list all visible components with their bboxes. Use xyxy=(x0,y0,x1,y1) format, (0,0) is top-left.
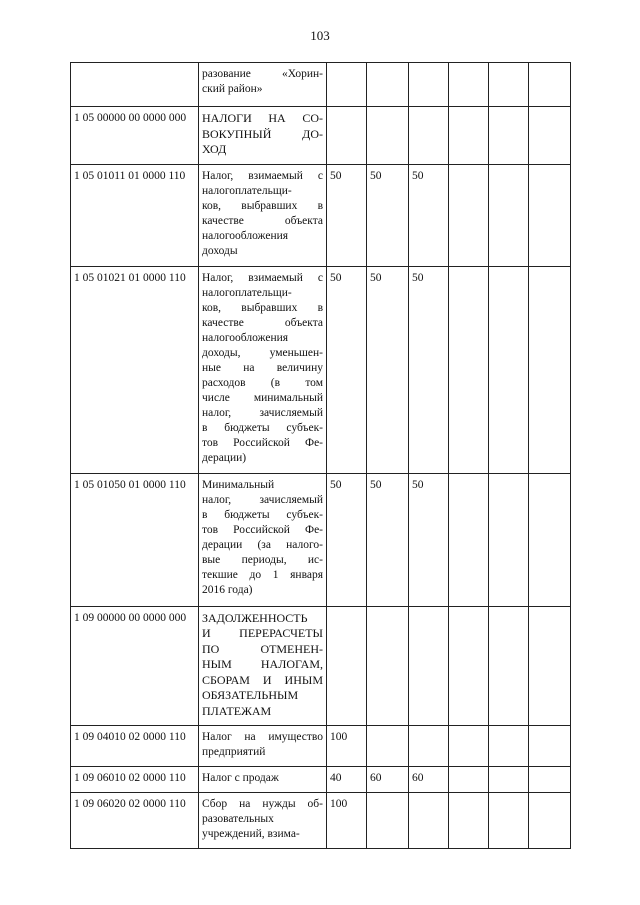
revenue-name-line: ЗАДОЛЖЕННОСТЬ xyxy=(202,610,308,625)
amount-cell xyxy=(327,107,367,165)
amount-cell xyxy=(449,473,489,606)
table-body xyxy=(71,63,571,849)
revenue-name-line: налогообложения xyxy=(202,331,289,344)
revenue-name-line: СБОРАМ И ИНЫМ xyxy=(202,672,323,687)
amount-cell xyxy=(489,164,529,266)
amount-cell: 100 xyxy=(327,726,367,767)
revenue-name-line: в бюджеты субъек- xyxy=(202,421,323,434)
budget-code-cell xyxy=(71,63,199,107)
revenue-name-line: вые периоды, ис- xyxy=(202,553,323,566)
budget-code-cell: 1 09 00000 00 0000 000 xyxy=(71,606,199,726)
revenue-name-line: расходов (в том xyxy=(202,376,323,389)
revenue-name-line: НЫМ НАЛОГАМ, xyxy=(202,657,323,671)
revenue-name-line: Налог, взимаемый с xyxy=(202,271,323,284)
revenue-name-line: предприятий xyxy=(202,746,266,758)
amount-cell: 40 xyxy=(327,767,367,793)
amount-cell xyxy=(449,793,489,849)
amount-cell xyxy=(367,63,409,107)
revenue-name-cell xyxy=(199,63,327,107)
revenue-name-line: тов Российской Фе- xyxy=(202,523,323,536)
table-row xyxy=(71,793,571,849)
budget-code-cell: 1 05 01011 01 0000 110 xyxy=(71,164,199,266)
amount-cell xyxy=(529,107,571,165)
revenue-name-line: налогоплательщи- xyxy=(202,184,292,197)
revenue-name-cell xyxy=(199,726,327,767)
revenue-name-line: налогоплательщи- xyxy=(202,286,292,299)
revenue-name-line: доходы xyxy=(202,244,238,257)
revenue-name-cell xyxy=(199,793,327,849)
amount-cell xyxy=(409,107,449,165)
amount-cell xyxy=(529,164,571,266)
amount-cell: 60 xyxy=(367,767,409,793)
amount-cell xyxy=(489,767,529,793)
amount-cell xyxy=(327,63,367,107)
table-row xyxy=(71,767,571,793)
revenue-name-line: налог, зачисляемый xyxy=(202,406,323,419)
revenue-name-line: Сбор на нужды об- xyxy=(202,798,323,810)
revenue-name-line: ХОД xyxy=(202,142,227,156)
amount-cell xyxy=(449,606,489,726)
amount-cell xyxy=(529,63,571,107)
revenue-name-line: ПО ОТМЕНЕН- xyxy=(202,641,323,656)
amount-cell xyxy=(489,726,529,767)
page-number: 103 xyxy=(310,28,330,43)
amount-cell xyxy=(529,767,571,793)
amount-cell xyxy=(409,606,449,726)
amount-cell xyxy=(529,606,571,726)
amount-cell: 50 xyxy=(409,473,449,606)
table-row xyxy=(71,63,571,107)
budget-code-cell: 1 05 00000 00 0000 000 xyxy=(71,107,199,165)
revenue-name-line: Налог с продаж xyxy=(202,772,279,784)
amount-cell: 50 xyxy=(327,164,367,266)
budget-code-cell: 1 05 01021 01 0000 110 xyxy=(71,266,199,473)
amount-cell xyxy=(529,793,571,849)
revenue-name-cell xyxy=(199,767,327,793)
revenue-name-cell xyxy=(199,606,327,726)
revenue-name-line: 2016 года) xyxy=(202,583,253,596)
amount-cell xyxy=(529,266,571,473)
amount-cell xyxy=(529,473,571,606)
amount-cell xyxy=(489,107,529,165)
revenue-name-line: разовательных xyxy=(202,813,274,825)
amount-cell xyxy=(367,793,409,849)
amount-cell xyxy=(489,63,529,107)
revenue-name-line: качестве объекта xyxy=(202,316,323,329)
amount-cell xyxy=(489,606,529,726)
revenue-name-line: Налог на имущество xyxy=(202,731,323,743)
budget-code-cell: 1 09 06010 02 0000 110 xyxy=(71,767,199,793)
amount-cell xyxy=(489,266,529,473)
revenue-name-line: дерации) xyxy=(202,451,247,464)
amount-cell: 50 xyxy=(409,266,449,473)
amount-cell xyxy=(449,107,489,165)
amount-cell xyxy=(367,606,409,726)
revenue-name-line: ков, выбравших в xyxy=(202,301,323,314)
revenue-name-line: налог, зачисляемый xyxy=(202,493,323,506)
revenue-name-line: Минимальный xyxy=(202,478,275,491)
amount-cell xyxy=(449,726,489,767)
amount-cell xyxy=(529,726,571,767)
amount-cell: 50 xyxy=(327,266,367,473)
revenue-name-line: ПЛАТЕЖАМ xyxy=(202,703,272,718)
revenue-name-line: в бюджеты субъек- xyxy=(202,508,323,521)
amount-cell: 100 xyxy=(327,793,367,849)
revenue-name-line: ные на величину xyxy=(202,361,323,374)
revenue-name-cell xyxy=(199,164,327,266)
revenue-name-cell xyxy=(199,107,327,165)
amount-cell xyxy=(409,726,449,767)
revenue-name-line: числе минимальный xyxy=(202,391,323,404)
table-row xyxy=(71,473,571,606)
revenue-name-line: И ПЕРЕРАСЧЕТЫ xyxy=(202,626,323,640)
revenue-name-line: текшие до 1 января xyxy=(202,568,323,581)
amount-cell: 50 xyxy=(409,164,449,266)
revenue-name-line: ОБЯЗАТЕЛЬНЫМ xyxy=(202,688,299,702)
amount-cell: 50 xyxy=(327,473,367,606)
table-row xyxy=(71,726,571,767)
revenue-name-line: НАЛОГИ НА СО- xyxy=(202,111,323,125)
budget-code-cell: 1 05 01050 01 0000 110 xyxy=(71,473,199,606)
revenue-name-cell xyxy=(199,266,327,473)
amount-cell xyxy=(449,63,489,107)
table-row xyxy=(71,266,571,473)
amount-cell: 50 xyxy=(367,473,409,606)
revenue-name-line: разование «Хорин- xyxy=(202,68,323,80)
table-row xyxy=(71,107,571,165)
revenue-name-line: ВОКУПНЫЙ ДО- xyxy=(202,126,323,141)
amount-cell xyxy=(327,606,367,726)
revenue-name-line: ский район» xyxy=(202,83,263,95)
amount-cell xyxy=(409,793,449,849)
amount-cell xyxy=(489,473,529,606)
revenue-name-line: тов Российской Фе- xyxy=(202,436,323,449)
revenue-name-line: налогообложения xyxy=(202,229,289,242)
budget-code-cell: 1 09 06020 02 0000 110 xyxy=(71,793,199,849)
amount-cell xyxy=(449,164,489,266)
budget-code-cell: 1 09 04010 02 0000 110 xyxy=(71,726,199,767)
revenue-name-line: дерации (за налого- xyxy=(202,538,323,551)
amount-cell xyxy=(449,767,489,793)
revenue-name-line: Налог, взимаемый с xyxy=(202,169,323,182)
table-row xyxy=(71,606,571,726)
revenue-name-cell xyxy=(199,473,327,606)
amount-cell xyxy=(409,63,449,107)
revenue-table xyxy=(70,62,571,849)
table-row xyxy=(71,164,571,266)
amount-cell xyxy=(449,266,489,473)
amount-cell xyxy=(367,726,409,767)
revenue-name-line: ков, выбравших в xyxy=(202,199,323,212)
amount-cell xyxy=(489,793,529,849)
amount-cell xyxy=(367,107,409,165)
revenue-name-line: качестве объекта xyxy=(202,214,323,227)
amount-cell: 50 xyxy=(367,164,409,266)
amount-cell: 60 xyxy=(409,767,449,793)
revenue-name-line: учреждений, взима- xyxy=(202,828,300,840)
amount-cell: 50 xyxy=(367,266,409,473)
revenue-name-line: доходы, уменьшен- xyxy=(202,346,323,359)
